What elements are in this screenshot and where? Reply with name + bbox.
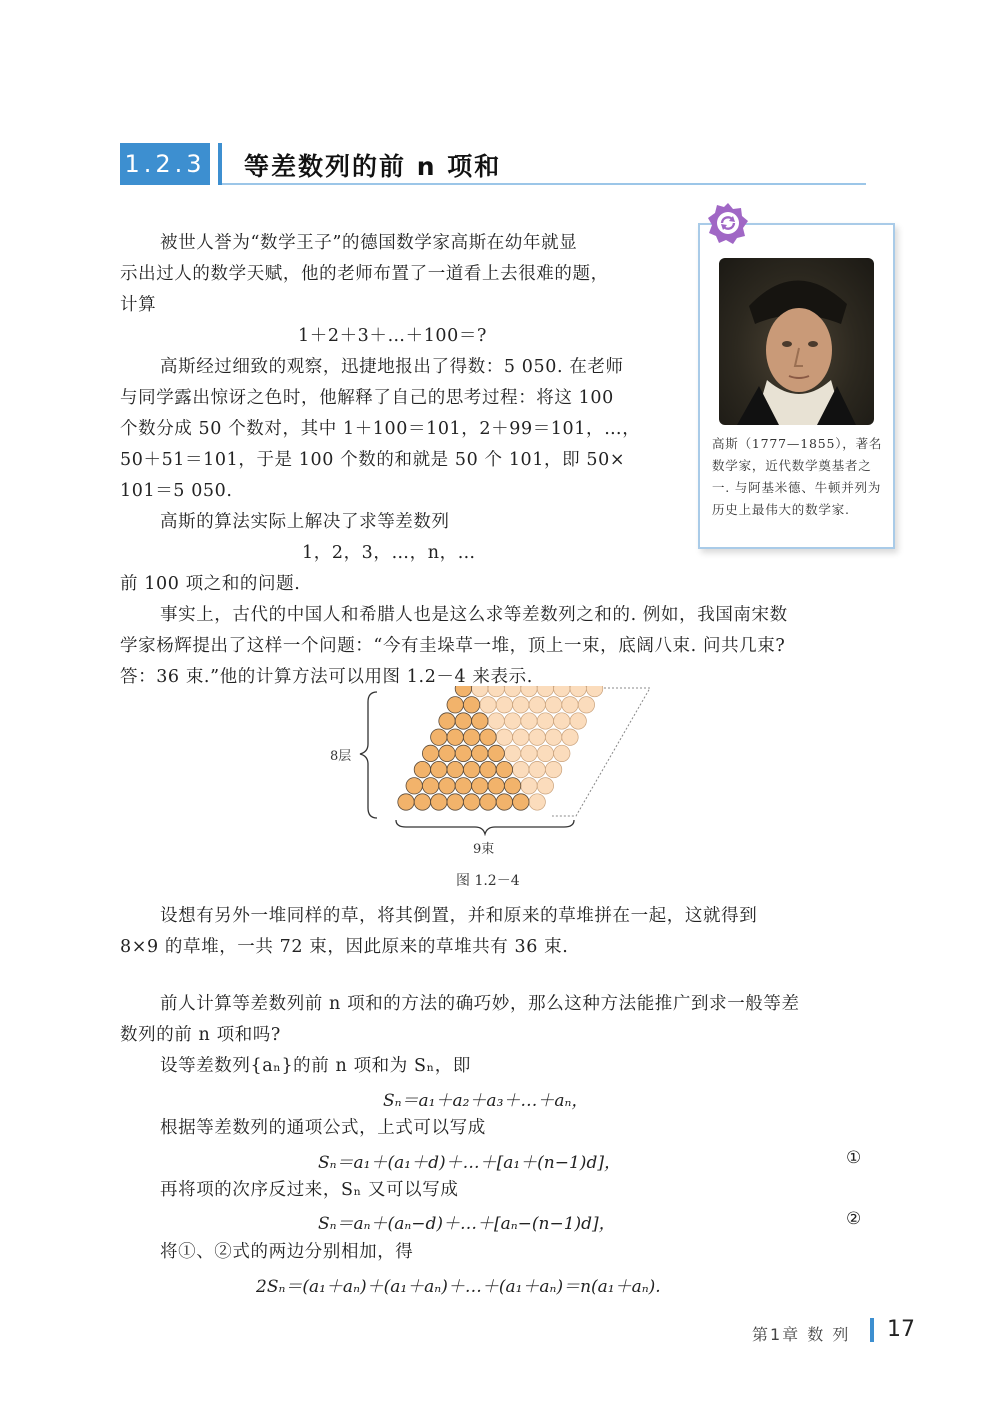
paragraph-line: 前 100 项之和的问题. (120, 574, 301, 594)
inverted-haystack-bundle (472, 686, 488, 697)
inverted-haystack-bundle (545, 729, 561, 745)
haystack-bundle (439, 713, 455, 729)
inverted-haystack-bundle (529, 729, 545, 745)
haystack-bundle (480, 729, 496, 745)
inverted-haystack-bundle (545, 697, 561, 713)
inverted-haystack-bundle (570, 713, 586, 729)
haystack-bundle (455, 686, 471, 697)
haystack-bundle (480, 761, 496, 777)
inverted-haystack-bundle (570, 686, 586, 697)
haystack-bundle (447, 729, 463, 745)
inverted-haystack-bundle (496, 697, 512, 713)
inverted-haystack-bundle (521, 745, 537, 761)
haystack-bundle (431, 729, 447, 745)
bundles-brace (396, 820, 574, 834)
haystack-bundle (472, 778, 488, 794)
equation-sequence: 1，2，3，…，n，… (302, 543, 476, 563)
haystack-bundle (472, 713, 488, 729)
inverted-haystack-bundle (562, 697, 578, 713)
paragraph-line: 50＋51＝101，于是 100 个数的和就是 50 个 101，即 50× (120, 450, 626, 470)
haystack-bundle (398, 794, 414, 810)
section-underline (222, 183, 866, 185)
paragraph-line: 示出过人的数学天赋，他的老师布置了一道看上去很难的题， (120, 264, 609, 284)
inverted-haystack-bundle (521, 713, 537, 729)
inverted-haystack-bundle (537, 778, 553, 794)
inverted-haystack-bundle (488, 713, 504, 729)
haystack-bundle (431, 794, 447, 810)
bundles-label: 9束 (473, 842, 495, 857)
inverted-haystack-bundle (504, 686, 520, 697)
inverted-haystack-bundle (554, 686, 570, 697)
footer-chapter: 第1章 数 列 (752, 1325, 851, 1344)
inverted-haystack-bundle (504, 713, 520, 729)
haystack-bundle (496, 761, 512, 777)
haystack-bundle (463, 697, 479, 713)
haystack-bundle (463, 729, 479, 745)
haystack-bundle (414, 761, 430, 777)
paragraph-line: 101＝5 050. (120, 481, 233, 501)
section-number: 1.2.3 (120, 143, 210, 185)
haystack-bundle (439, 778, 455, 794)
equation-2-marker: ② (846, 1209, 862, 1229)
inverted-haystack-bundle (578, 697, 594, 713)
equation-2sn: 2Sₙ＝(a₁＋aₙ)＋(a₁＋aₙ)＋…＋(a₁＋aₙ)＝n(a₁＋aₙ). (256, 1277, 661, 1297)
paragraph-line: 再将项的次序反过来，Sₙ 又可以写成 (160, 1180, 459, 1200)
inverted-haystack-bundle (504, 745, 520, 761)
section-title: 等差数列的前 n 项和 (244, 152, 502, 181)
haystack-bundle (447, 761, 463, 777)
paragraph-line: 被世人誉为“数学王子”的德国数学家高斯在幼年就显 (160, 233, 578, 253)
paragraph-line: 事实上，古代的中国人和希腊人也是这么求等差数列之和的. 例如，我国南宋数 (160, 605, 788, 625)
haystack-bundle (480, 794, 496, 810)
haystack-bundle (455, 778, 471, 794)
haystack-bundle (406, 778, 422, 794)
haystack-bundle (488, 778, 504, 794)
haystack-bundle (439, 745, 455, 761)
section-divider (218, 143, 222, 185)
paragraph-line: 高斯经过细致的观察，迅捷地报出了得数：5 050. 在老师 (160, 357, 624, 377)
haystack-bundle (422, 745, 438, 761)
inverted-haystack-bundle (496, 729, 512, 745)
layers-label: 8层 (330, 749, 352, 764)
haystack-bundle (463, 794, 479, 810)
inverted-haystack-bundle (513, 761, 529, 777)
paragraph-line: 答：36 束.”他的计算方法可以用图 1.2－4 来表示. (120, 667, 533, 687)
haystack-bundle (504, 778, 520, 794)
haystack-bundle (414, 794, 430, 810)
paragraph-line: 个数分成 50 个数对，其中 1＋100＝101，2＋99＝101，…， (120, 419, 641, 439)
haystack-bundle (455, 713, 471, 729)
inverted-haystack-bundle (554, 745, 570, 761)
footer-divider (870, 1318, 874, 1342)
inverted-haystack-bundle (537, 686, 553, 697)
page-number: 17 (887, 1317, 915, 1342)
paragraph-line: 学家杨辉提出了这样一个问题：“今有圭垛草一堆，顶上一束，底阔八束. 问共几束? (120, 636, 786, 656)
layers-brace (360, 692, 377, 818)
inverted-haystack-bundle (521, 778, 537, 794)
equation-2: Sₙ＝aₙ＋(aₙ−d)＋…＋[aₙ−(n−1)d]， (318, 1214, 616, 1234)
inverted-haystack-bundle (545, 761, 561, 777)
inverted-haystack-bundle (513, 697, 529, 713)
equation-1: Sₙ＝a₁＋(a₁＋d)＋…＋[a₁＋(n−1)d]， (318, 1153, 621, 1173)
haystack-bundle (422, 778, 438, 794)
paragraph-line: 设等差数列{aₙ}的前 n 项和为 Sₙ，即 (160, 1056, 471, 1076)
paragraph-line: 8×9 的草堆，一共 72 束，因此原来的草堆共有 36 束. (120, 937, 569, 957)
paragraph-line: 与同学露出惊讶之色时，他解释了自己的思考过程：将这 100 (120, 388, 614, 408)
paragraph-line: 将①、②式的两边分别相加，得 (160, 1242, 414, 1262)
figure-caption: 图 1.2－4 (456, 873, 520, 889)
inverted-haystack-bundle (562, 729, 578, 745)
inverted-haystack-bundle (529, 761, 545, 777)
equation-sum-1-to-100: 1＋2＋3＋…＋100＝? (298, 326, 487, 346)
haystack-bundle (488, 745, 504, 761)
haystack-bundle (447, 794, 463, 810)
inverted-haystack-bundle (537, 745, 553, 761)
haystack-bundle (513, 794, 529, 810)
haystack-figure (320, 686, 660, 836)
equation-1-marker: ① (846, 1148, 862, 1168)
gauss-portrait-image (719, 258, 874, 425)
haystack-bundle (455, 745, 471, 761)
inverted-haystack-bundle (554, 713, 570, 729)
paragraph-line: 计算 (120, 295, 157, 315)
paragraph-line: 高斯的算法实际上解决了求等差数列 (160, 512, 450, 532)
paragraph-line: 前人计算等差数列前 n 项和的方法的确巧妙，那么这种方法能推广到求一般等差 (160, 994, 800, 1014)
equation-sn-definition: Sₙ＝a₁＋a₂＋a₃＋…＋aₙ， (383, 1091, 589, 1111)
inverted-haystack-bundle (521, 686, 537, 697)
inverted-haystack-bundle (529, 794, 545, 810)
inverted-haystack-bundle (529, 697, 545, 713)
inverted-haystack-bundle (513, 729, 529, 745)
inverted-haystack-bundle (480, 697, 496, 713)
portrait-caption: 高斯（1777—1855），著名数学家，近代数学奠基者之一. 与阿基米德、牛顿并列为历史上最伟大的数学家. (712, 436, 883, 517)
sidebar-badge-icon (706, 201, 750, 245)
haystack-bundle (431, 761, 447, 777)
haystack-bundle (463, 761, 479, 777)
sidebar-box (698, 223, 895, 549)
haystack-bundle (496, 794, 512, 810)
inverted-haystack-bundle (488, 686, 504, 697)
paragraph-line: 设想有另外一堆同样的草，将其倒置，并和原来的草堆拼在一起，这就得到 (160, 906, 758, 926)
haystack-bundle (472, 745, 488, 761)
haystack-bundle (447, 697, 463, 713)
paragraph-line: 根据等差数列的通项公式，上式可以写成 (160, 1118, 486, 1138)
inverted-haystack-bundle (537, 713, 553, 729)
paragraph-line: 数列的前 n 项和吗? (120, 1025, 281, 1045)
inverted-haystack-bundle (586, 686, 602, 697)
